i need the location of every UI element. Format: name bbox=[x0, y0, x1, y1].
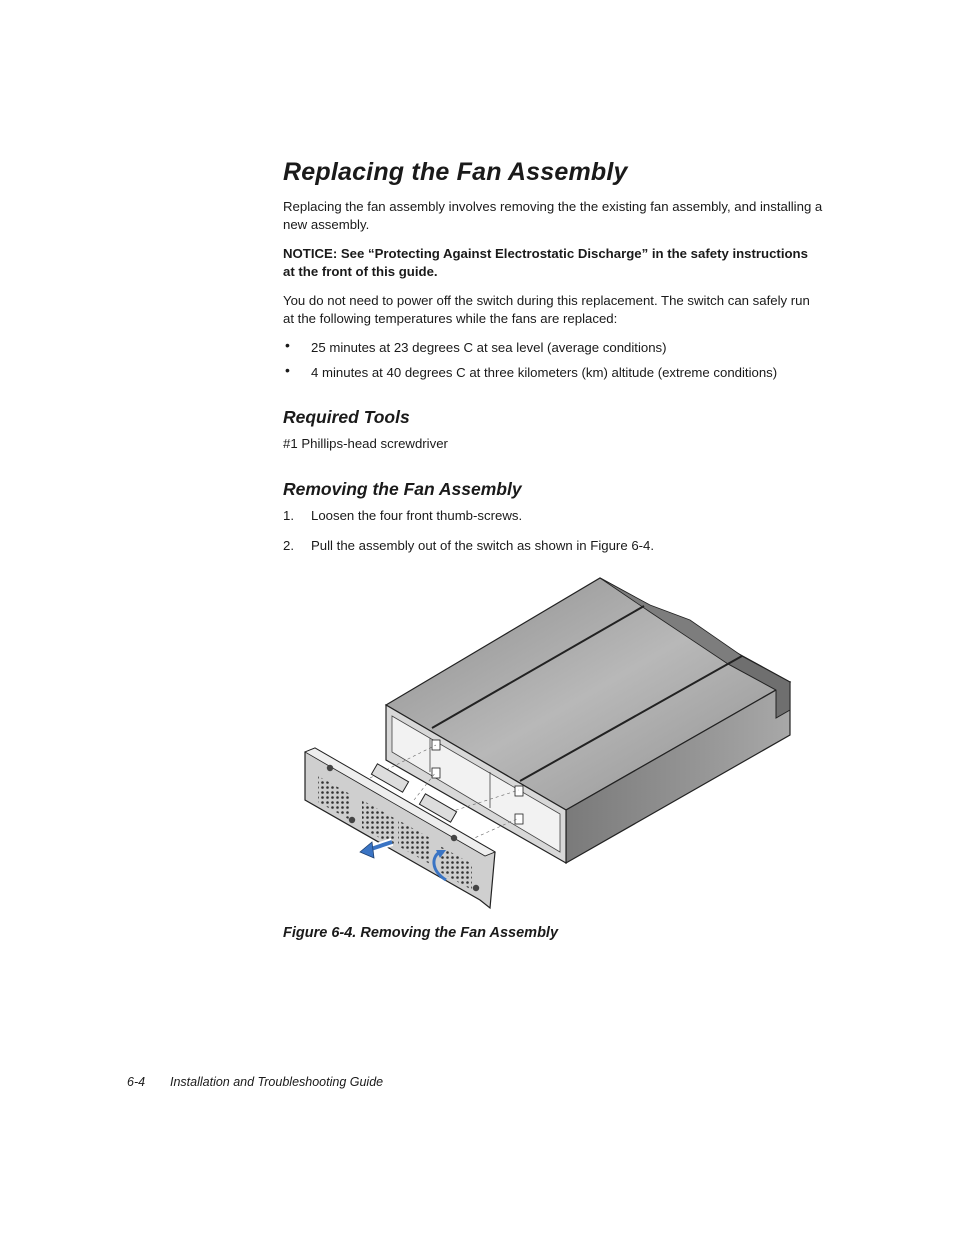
bullet-mark: • bbox=[285, 337, 290, 353]
step-text: Pull the assembly out of the switch as shown in Figure 6-4. bbox=[311, 538, 655, 553]
notice-paragraph: NOTICE: See “Protecting Against Electrostatic Discharge” in the safety instructions at the front of this guide. bbox=[283, 246, 808, 279]
bullet-text: 4 minutes at 40 degrees C at three kilometers (km) altitude (extreme conditions) bbox=[311, 365, 778, 380]
intro-paragraph: Replacing the fan assembly involves removing the the existing fan assembly, and installing a new assembly. bbox=[283, 199, 823, 232]
page-title: Replacing the Fan Assembly bbox=[283, 158, 628, 186]
footer-guide-title: Installation and Troubleshooting Guide bbox=[170, 1075, 384, 1089]
step-text: Loosen the four front thumb-screws. bbox=[311, 508, 523, 523]
step-number: 2. bbox=[283, 538, 294, 553]
footer-page-number: 6-4 bbox=[127, 1075, 146, 1089]
pull-arrow-icon bbox=[360, 842, 392, 858]
step-number: 1. bbox=[283, 508, 294, 523]
figure-caption: Figure 6-4. Removing the Fan Assembly bbox=[283, 925, 559, 941]
required-tools-heading: Required Tools bbox=[283, 407, 410, 427]
fan-assembly-illustration bbox=[300, 575, 800, 915]
required-tools-item: #1 Phillips-head screwdriver bbox=[283, 436, 448, 451]
power-paragraph: You do not need to power off the switch during this replacement. The switch can safely run at the following temperatures while the fans are replaced: bbox=[283, 293, 810, 326]
bullet-mark: • bbox=[285, 362, 290, 378]
removing-heading: Removing the Fan Assembly bbox=[283, 479, 522, 499]
bullet-text: 25 minutes at 23 degrees C at sea level (average conditions) bbox=[311, 340, 667, 355]
